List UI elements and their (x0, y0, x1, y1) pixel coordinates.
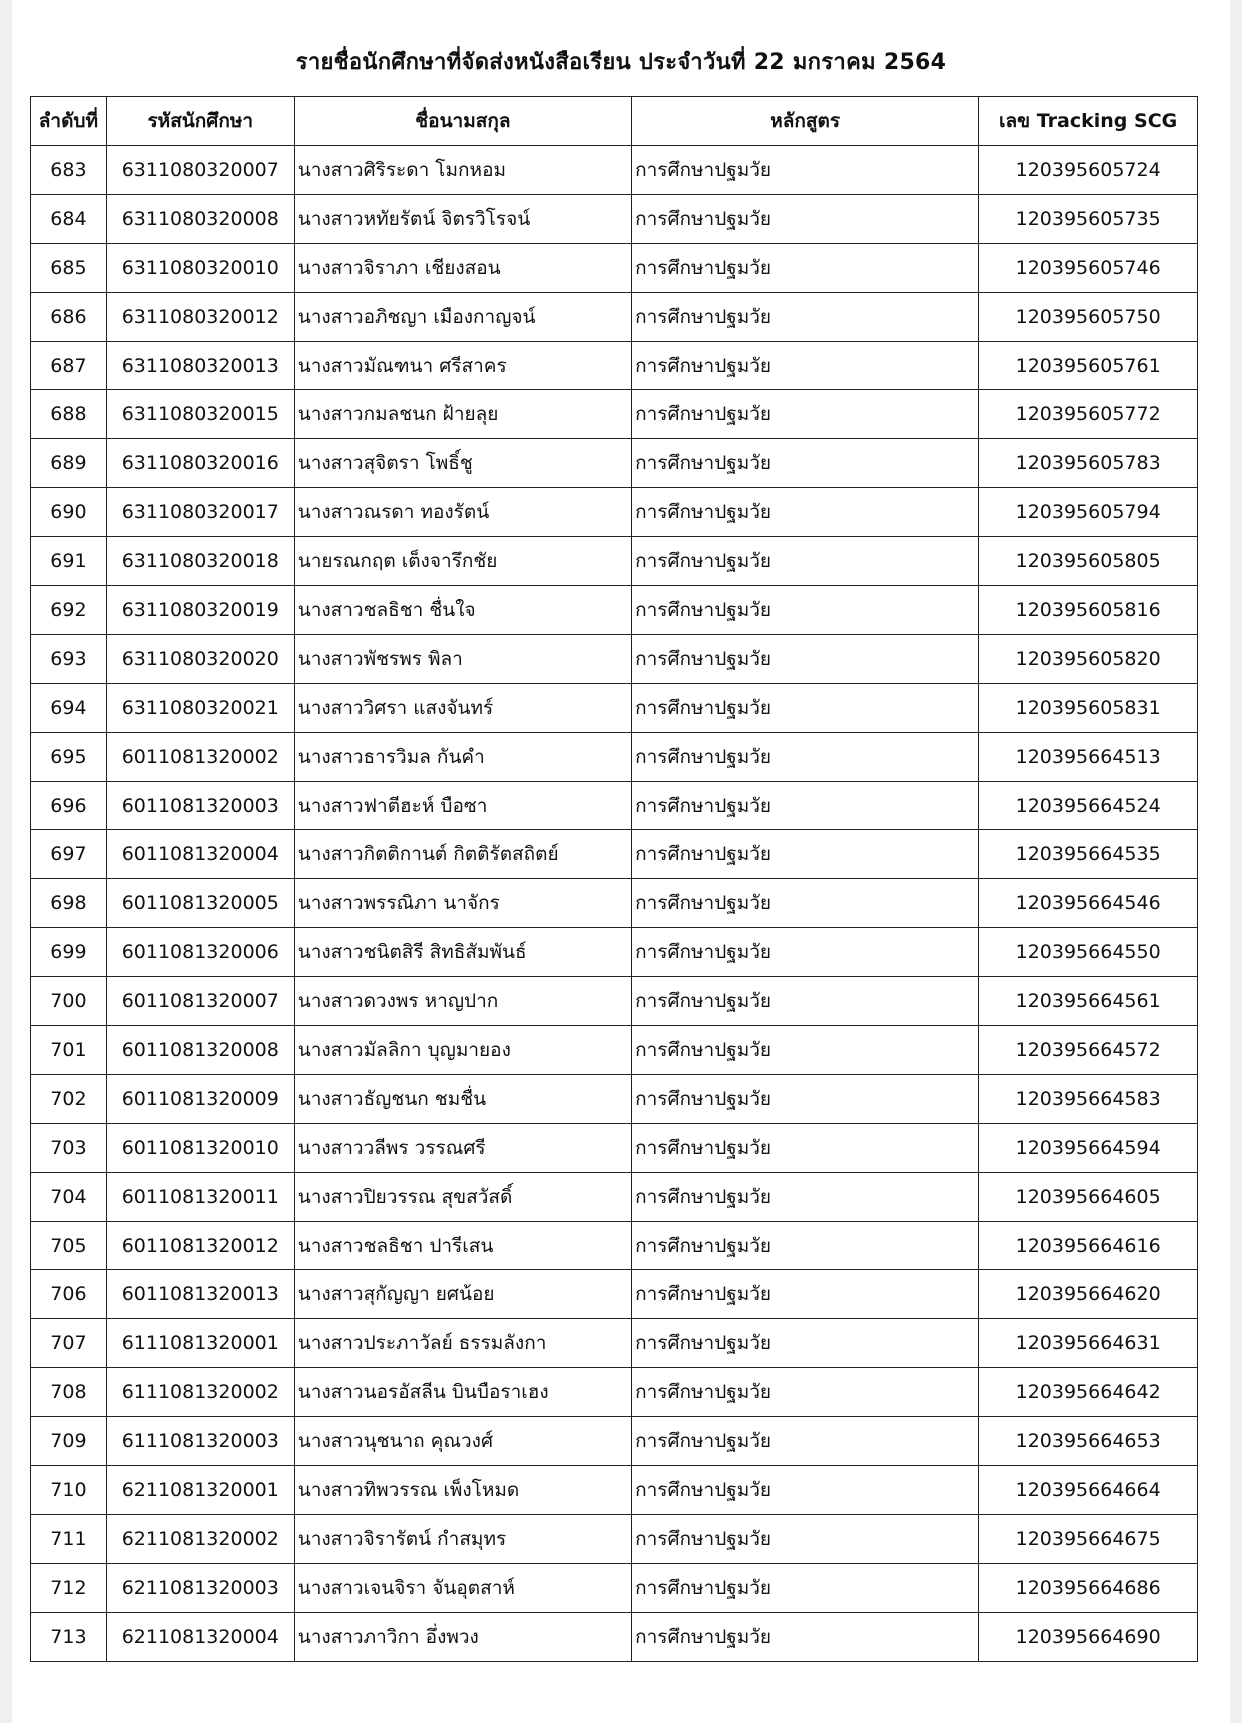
cell-name: นางสาวสุจิตรา โพธิ์ชู (294, 439, 631, 488)
cell-course: การศึกษาปฐมวัย (632, 390, 979, 439)
cell-name: นางสาวพรรณิภา นาจักร (294, 879, 631, 928)
cell-tracking: 120395605772 (979, 390, 1198, 439)
table-row (31, 243, 1198, 292)
cell-name: นางสาวกมลชนก ฝ้ายลุย (294, 390, 631, 439)
cell-course: การศึกษาปฐมวัย (632, 1514, 979, 1563)
cell-course: การศึกษาปฐมวัย (632, 1270, 979, 1319)
table-row (31, 537, 1198, 586)
cell-course: การศึกษาปฐมวัย (632, 1172, 979, 1221)
cell-name: นางสาวกิตติกานต์ กิตติรัตสถิตย์ (294, 830, 631, 879)
cell-tracking: 120395664631 (979, 1319, 1198, 1368)
cell-student-id: 6311080320010 (106, 243, 294, 292)
cell-course: การศึกษาปฐมวัย (632, 1221, 979, 1270)
cell-no: 708 (31, 1368, 107, 1417)
cell-course: การศึกษาปฐมวัย (632, 1319, 979, 1368)
cell-no: 707 (31, 1319, 107, 1368)
cell-no: 699 (31, 928, 107, 977)
cell-no: 710 (31, 1466, 107, 1515)
cell-course: การศึกษาปฐมวัย (632, 781, 979, 830)
cell-no: 696 (31, 781, 107, 830)
table-row (31, 830, 1198, 879)
cell-no: 702 (31, 1074, 107, 1123)
cell-name: นางสาวศิริระดา โมกหอม (294, 146, 631, 195)
table-row (31, 194, 1198, 243)
cell-tracking: 120395664583 (979, 1074, 1198, 1123)
cell-name: นางสาวดวงพร หาญปาก (294, 977, 631, 1026)
cell-student-id: 6011081320004 (106, 830, 294, 879)
table-row (31, 1270, 1198, 1319)
table-row (31, 488, 1198, 537)
cell-course: การศึกษาปฐมวัย (632, 1123, 979, 1172)
cell-course: การศึกษาปฐมวัย (632, 439, 979, 488)
cell-tracking: 120395664664 (979, 1466, 1198, 1515)
cell-course: การศึกษาปฐมวัย (632, 586, 979, 635)
cell-name: นางสาวฟาตีฮะห์ บือซา (294, 781, 631, 830)
document-page (12, 0, 1230, 1723)
cell-tracking: 120395664546 (979, 879, 1198, 928)
table-row (31, 977, 1198, 1026)
cell-no: 691 (31, 537, 107, 586)
document-title: รายชื่อนักศึกษาที่จัดส่งหนังสือเรียน ประจำวันที่ 22 มกราคม 2564 (295, 50, 947, 75)
cell-tracking: 120395605783 (979, 439, 1198, 488)
table-row (31, 146, 1198, 195)
cell-tracking: 120395664620 (979, 1270, 1198, 1319)
cell-course: การศึกษาปฐมวัย (632, 1612, 979, 1661)
cell-tracking: 120395664561 (979, 977, 1198, 1026)
table-row (31, 1612, 1198, 1661)
cell-student-id: 6011081320007 (106, 977, 294, 1026)
cell-course: การศึกษาปฐมวัย (632, 830, 979, 879)
cell-no: 700 (31, 977, 107, 1026)
table-row (31, 634, 1198, 683)
table-body (31, 146, 1198, 1662)
cell-no: 692 (31, 586, 107, 635)
cell-name: นางสาวมัณฑนา ศรีสาคร (294, 341, 631, 390)
cell-student-id: 6311080320016 (106, 439, 294, 488)
cell-course: การศึกษาปฐมวัย (632, 928, 979, 977)
cell-no: 686 (31, 292, 107, 341)
cell-no: 713 (31, 1612, 107, 1661)
cell-name: นางสาววิศรา แสงจันทร์ (294, 683, 631, 732)
table-row (31, 1123, 1198, 1172)
header-course: หลักสูตร (632, 97, 979, 146)
cell-student-id: 6311080320018 (106, 537, 294, 586)
cell-name: นางสาวปิยวรรณ สุขสวัสดิ์ (294, 1172, 631, 1221)
cell-student-id: 6011081320012 (106, 1221, 294, 1270)
cell-tracking: 120395605794 (979, 488, 1198, 537)
cell-course: การศึกษาปฐมวัย (632, 683, 979, 732)
cell-no: 709 (31, 1417, 107, 1466)
cell-course: การศึกษาปฐมวัย (632, 194, 979, 243)
cell-tracking: 120395605735 (979, 194, 1198, 243)
cell-course: การศึกษาปฐมวัย (632, 537, 979, 586)
cell-course: การศึกษาปฐมวัย (632, 1368, 979, 1417)
cell-name: นางสาวพัชรพร พิลา (294, 634, 631, 683)
cell-name: นางสาวธารวิมล กันคำ (294, 732, 631, 781)
cell-no: 704 (31, 1172, 107, 1221)
cell-tracking: 120395605761 (979, 341, 1198, 390)
cell-tracking: 120395664535 (979, 830, 1198, 879)
cell-no: 712 (31, 1563, 107, 1612)
cell-tracking: 120395605750 (979, 292, 1198, 341)
cell-name: นางสาวทิพวรรณ เพ็งโหมด (294, 1466, 631, 1515)
table-row (31, 732, 1198, 781)
table-row (31, 1074, 1198, 1123)
table-row (31, 439, 1198, 488)
table-row (31, 1221, 1198, 1270)
table-row (31, 1172, 1198, 1221)
cell-tracking: 120395605746 (979, 243, 1198, 292)
table-row (31, 586, 1198, 635)
cell-student-id: 6111081320003 (106, 1417, 294, 1466)
shipment-table (30, 96, 1198, 1662)
cell-no: 688 (31, 390, 107, 439)
cell-student-id: 6211081320001 (106, 1466, 294, 1515)
cell-tracking: 120395664550 (979, 928, 1198, 977)
cell-course: การศึกษาปฐมวัย (632, 634, 979, 683)
cell-student-id: 6311080320007 (106, 146, 294, 195)
cell-student-id: 6311080320015 (106, 390, 294, 439)
cell-course: การศึกษาปฐมวัย (632, 341, 979, 390)
cell-no: 703 (31, 1123, 107, 1172)
cell-tracking: 120395664642 (979, 1368, 1198, 1417)
cell-tracking: 120395605816 (979, 586, 1198, 635)
cell-name: นางสาวภาวิกา อึ่งพวง (294, 1612, 631, 1661)
cell-student-id: 6111081320002 (106, 1368, 294, 1417)
cell-student-id: 6211081320004 (106, 1612, 294, 1661)
cell-name: นายรณกฤต เต็งจารึกชัย (294, 537, 631, 586)
cell-no: 698 (31, 879, 107, 928)
cell-tracking: 120395605820 (979, 634, 1198, 683)
cell-course: การศึกษาปฐมวัย (632, 292, 979, 341)
cell-student-id: 6311080320019 (106, 586, 294, 635)
cell-no: 706 (31, 1270, 107, 1319)
cell-no: 684 (31, 194, 107, 243)
cell-tracking: 120395664594 (979, 1123, 1198, 1172)
cell-no: 705 (31, 1221, 107, 1270)
cell-student-id: 6311080320020 (106, 634, 294, 683)
cell-no: 689 (31, 439, 107, 488)
cell-name: นางสาวนุชนาถ คุณวงศ์ (294, 1417, 631, 1466)
table-row (31, 928, 1198, 977)
cell-name: นางสาวนอรอัสลีน บินบือราเฮง (294, 1368, 631, 1417)
cell-tracking: 120395664690 (979, 1612, 1198, 1661)
cell-course: การศึกษาปฐมวัย (632, 879, 979, 928)
cell-student-id: 6011081320008 (106, 1026, 294, 1075)
header-name: ชื่อนามสกุล (294, 97, 631, 146)
cell-no: 701 (31, 1026, 107, 1075)
cell-course: การศึกษาปฐมวัย (632, 1417, 979, 1466)
table-row (31, 879, 1198, 928)
cell-name: นางสาวชลธิชา ปารีเสน (294, 1221, 631, 1270)
cell-course: การศึกษาปฐมวัย (632, 243, 979, 292)
header-no: ลำดับที่ (31, 97, 107, 146)
table-row (31, 390, 1198, 439)
table-header-row (31, 97, 1198, 146)
header-tracking: เลข Tracking SCG (979, 97, 1198, 146)
cell-tracking: 120395664653 (979, 1417, 1198, 1466)
table-row (31, 1563, 1198, 1612)
cell-tracking: 120395605724 (979, 146, 1198, 195)
cell-student-id: 6311080320012 (106, 292, 294, 341)
table-row (31, 1466, 1198, 1515)
cell-no: 690 (31, 488, 107, 537)
cell-no: 694 (31, 683, 107, 732)
table-row (31, 1514, 1198, 1563)
cell-student-id: 6011081320009 (106, 1074, 294, 1123)
cell-no: 711 (31, 1514, 107, 1563)
cell-no: 685 (31, 243, 107, 292)
cell-student-id: 6211081320003 (106, 1563, 294, 1612)
table-row (31, 781, 1198, 830)
header-student-id: รหัสนักศึกษา (106, 97, 294, 146)
cell-tracking: 120395664524 (979, 781, 1198, 830)
table-row (31, 1417, 1198, 1466)
cell-name: นางสาวมัลลิกา บุญมายอง (294, 1026, 631, 1075)
cell-name: นางสาวหทัยรัตน์ จิตรวิโรจน์ (294, 194, 631, 243)
cell-course: การศึกษาปฐมวัย (632, 146, 979, 195)
cell-course: การศึกษาปฐมวัย (632, 1026, 979, 1075)
cell-no: 697 (31, 830, 107, 879)
cell-name: นางสาวธัญชนก ชมชื่น (294, 1074, 631, 1123)
cell-name: นางสาวประภาวัลย์ ธรรมลังกา (294, 1319, 631, 1368)
table-row (31, 1026, 1198, 1075)
cell-student-id: 6311080320013 (106, 341, 294, 390)
cell-tracking: 120395664513 (979, 732, 1198, 781)
cell-student-id: 6311080320017 (106, 488, 294, 537)
cell-student-id: 6011081320005 (106, 879, 294, 928)
cell-tracking: 120395664605 (979, 1172, 1198, 1221)
cell-name: นางสาวสุกัญญา ยศน้อย (294, 1270, 631, 1319)
cell-name: นางสาวชลธิชา ชื่นใจ (294, 586, 631, 635)
cell-course: การศึกษาปฐมวัย (632, 488, 979, 537)
cell-no: 693 (31, 634, 107, 683)
table-row (31, 1368, 1198, 1417)
cell-name: นางสาววลีพร วรรณศรี (294, 1123, 631, 1172)
cell-student-id: 6311080320008 (106, 194, 294, 243)
cell-student-id: 6011081320011 (106, 1172, 294, 1221)
cell-no: 695 (31, 732, 107, 781)
cell-no: 687 (31, 341, 107, 390)
cell-student-id: 6011081320003 (106, 781, 294, 830)
cell-tracking: 120395664686 (979, 1563, 1198, 1612)
cell-name: นางสาวจิรารัตน์ กำสมุทร (294, 1514, 631, 1563)
cell-course: การศึกษาปฐมวัย (632, 1563, 979, 1612)
table-row (31, 1319, 1198, 1368)
cell-tracking: 120395605831 (979, 683, 1198, 732)
cell-student-id: 6311080320021 (106, 683, 294, 732)
cell-course: การศึกษาปฐมวัย (632, 732, 979, 781)
cell-name: นางสาวจิราภา เชียงสอน (294, 243, 631, 292)
table-row (31, 292, 1198, 341)
cell-course: การศึกษาปฐมวัย (632, 1074, 979, 1123)
cell-tracking: 120395664675 (979, 1514, 1198, 1563)
cell-no: 683 (31, 146, 107, 195)
cell-course: การศึกษาปฐมวัย (632, 1466, 979, 1515)
cell-name: นางสาวเจนจิรา จันอุตสาห์ (294, 1563, 631, 1612)
cell-student-id: 6011081320002 (106, 732, 294, 781)
cell-student-id: 6011081320006 (106, 928, 294, 977)
cell-name: นางสาวชนิตสิรี สิทธิสัมพันธ์ (294, 928, 631, 977)
table-row (31, 683, 1198, 732)
cell-tracking: 120395605805 (979, 537, 1198, 586)
cell-student-id: 6211081320002 (106, 1514, 294, 1563)
cell-student-id: 6111081320001 (106, 1319, 294, 1368)
cell-name: นางสาวอภิชญา เมืองกาญจน์ (294, 292, 631, 341)
cell-course: การศึกษาปฐมวัย (632, 977, 979, 1026)
cell-tracking: 120395664616 (979, 1221, 1198, 1270)
cell-student-id: 6011081320010 (106, 1123, 294, 1172)
cell-student-id: 6011081320013 (106, 1270, 294, 1319)
table-row (31, 341, 1198, 390)
cell-name: นางสาวณรดา ทองรัตน์ (294, 488, 631, 537)
cell-tracking: 120395664572 (979, 1026, 1198, 1075)
